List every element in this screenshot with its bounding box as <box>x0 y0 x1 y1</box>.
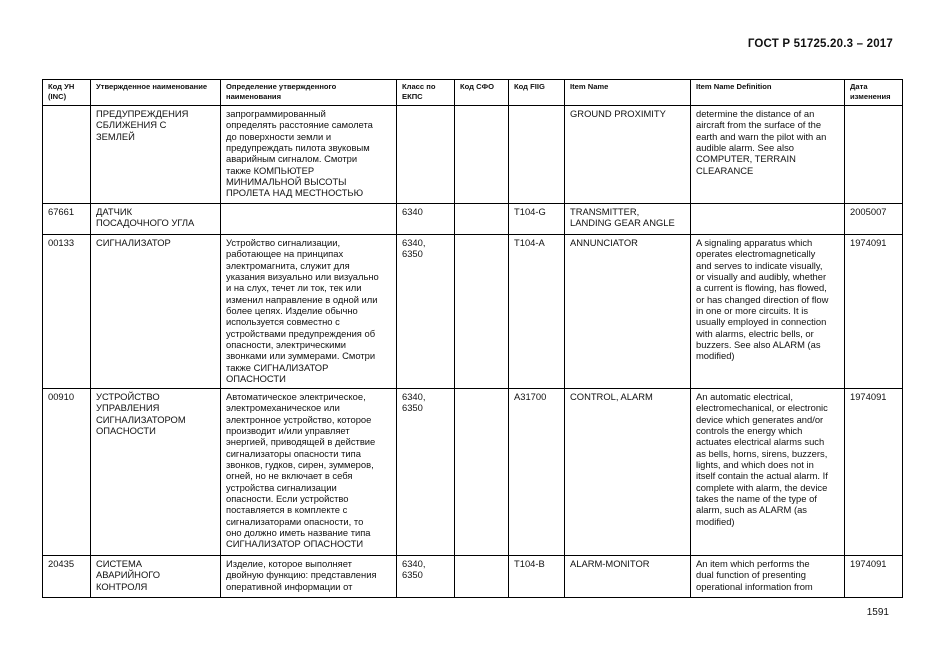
cell-item-name: GROUND PROXIMITY <box>565 106 691 204</box>
cell-class: 6340, 6350 <box>397 556 455 598</box>
document-header: ГОСТ Р 51725.20.3 – 2017 <box>747 38 893 50</box>
col-header-date: Дата изменения <box>845 80 903 106</box>
cell-fiig: T104-B <box>509 556 565 598</box>
cell-class: 6340, 6350 <box>397 235 455 389</box>
cell-inc: 20435 <box>43 556 91 598</box>
classification-table <box>42 79 903 598</box>
cell-definition-ru: Устройство сигнализации, работающее на принципах электромагнита, служит для указания визуально или визуально и на слух, течет ли ток, тек или изменил направление в одной или более цепях. Изделие обычно используется совместно с устройствами предупреждения об опасности, электрическими звонками или зуммерами. Смотри также СИГНАЛИЗАТОР ОПАСНОСТИ <box>221 235 397 389</box>
cell-inc <box>43 106 91 204</box>
cell-class: 6340, 6350 <box>397 389 455 556</box>
col-header-approved-name: Утвержденное наименование <box>91 80 221 106</box>
cell-name-ru: СИСТЕМА АВАРИЙНОГО КОНТРОЛЯ <box>91 556 221 598</box>
col-header-item-definition: Item Name Definition <box>691 80 845 106</box>
cell-date: 1974091 <box>845 556 903 598</box>
cell-definition-ru <box>221 204 397 235</box>
cell-item-name: TRANSMITTER, LANDING GEAR ANGLE <box>565 204 691 235</box>
cell-sfo <box>455 389 509 556</box>
col-header-class: Класс по ЕКПС <box>397 80 455 106</box>
cell-name-ru: ПРЕДУПРЕЖДЕНИЯ СБЛИЖЕНИЯ С ЗЕМЛЕЙ <box>91 106 221 204</box>
cell-sfo <box>455 556 509 598</box>
table-row <box>43 556 903 598</box>
cell-sfo <box>455 204 509 235</box>
cell-item-definition: An item which performs the dual function of presenting operational information from <box>691 556 845 598</box>
cell-item-name: ALARM-MONITOR <box>565 556 691 598</box>
cell-definition-ru: Автоматическое электрическое, электромеханическое или электронное устройство, которое производит и/или управляет энергией, приводящей в действие сигнализаторы опасности типа звонков, гудков, сирен, зуммеров, огней, но не включает в себя устройства сигнализации опасности. Если устройство поставляется в комплекте с сигнализаторами опасности, то оно должно иметь название типа СИГНАЛИЗАТОР ОПАСНОСТИ <box>221 389 397 556</box>
col-header-item-name: Item Name <box>565 80 691 106</box>
cell-sfo <box>455 235 509 389</box>
cell-inc: 00910 <box>43 389 91 556</box>
cell-item-name: CONTROL, ALARM <box>565 389 691 556</box>
cell-name-ru: ДАТЧИК ПОСАДОЧНОГО УГЛА <box>91 204 221 235</box>
table-header-row <box>43 80 903 106</box>
cell-inc: 00133 <box>43 235 91 389</box>
cell-fiig: T104-A <box>509 235 565 389</box>
cell-date: 1974091 <box>845 389 903 556</box>
cell-name-ru: УСТРОЙСТВО УПРАВЛЕНИЯ СИГНАЛИЗАТОРОМ ОПАСНОСТИ <box>91 389 221 556</box>
cell-sfo <box>455 106 509 204</box>
cell-date: 2005007 <box>845 204 903 235</box>
cell-date: 1974091 <box>845 235 903 389</box>
cell-item-definition <box>691 204 845 235</box>
table-row <box>43 204 903 235</box>
cell-item-definition: determine the distance of an aircraft from the surface of the earth and warn the pilot with an audible alarm. See also COMPUTER, TERRAIN CLEARANCE <box>691 106 845 204</box>
cell-definition-ru: запрограммированный определять расстояние самолета до поверхности земли и предупреждать пилота звуковым аварийным сигналом. Смотри также КОМПЬЮТЕР МИНИМАЛЬНОЙ ВЫСОТЫ ПРОЛЕТА НАД МЕСТНОСТЬЮ <box>221 106 397 204</box>
table-row <box>43 389 903 556</box>
cell-item-definition: An automatic electrical, electromechanical, or electronic device which generates and/or controls the energy which actuates electrical alarms such as bells, horns, sirens, buzzers, lights, and which does not in itself contain the actual alarm. If complete with alarm, the device takes the name of the type of alarm, such as ALARM (as modified) <box>691 389 845 556</box>
cell-class <box>397 106 455 204</box>
table-row <box>43 106 903 204</box>
page-number: 1591 <box>866 607 889 618</box>
cell-inc: 67661 <box>43 204 91 235</box>
col-header-sfo: Код СФО <box>455 80 509 106</box>
table-row <box>43 235 903 389</box>
cell-class: 6340 <box>397 204 455 235</box>
cell-date <box>845 106 903 204</box>
cell-definition-ru: Изделие, которое выполняет двойную функцию: представления оперативной информации от <box>221 556 397 598</box>
cell-item-name: ANNUNCIATOR <box>565 235 691 389</box>
col-header-definition: Определение утвержденного наименования <box>221 80 397 106</box>
cell-fiig <box>509 106 565 204</box>
col-header-inc: Код УН (INC) <box>43 80 91 106</box>
cell-name-ru: СИГНАЛИЗАТОР <box>91 235 221 389</box>
col-header-fiig: Код FIIG <box>509 80 565 106</box>
cell-item-definition: A signaling apparatus which operates electromagnetically and serves to indicate visually, or visually and audibly, whether a current is flowing, has flowed, or has changed direction of flow in one or more circuits. It is usually employed in connection with alarms, electric bells, or buzzers. See also ALARM (as modified) <box>691 235 845 389</box>
cell-fiig: A31700 <box>509 389 565 556</box>
cell-fiig: T104-G <box>509 204 565 235</box>
